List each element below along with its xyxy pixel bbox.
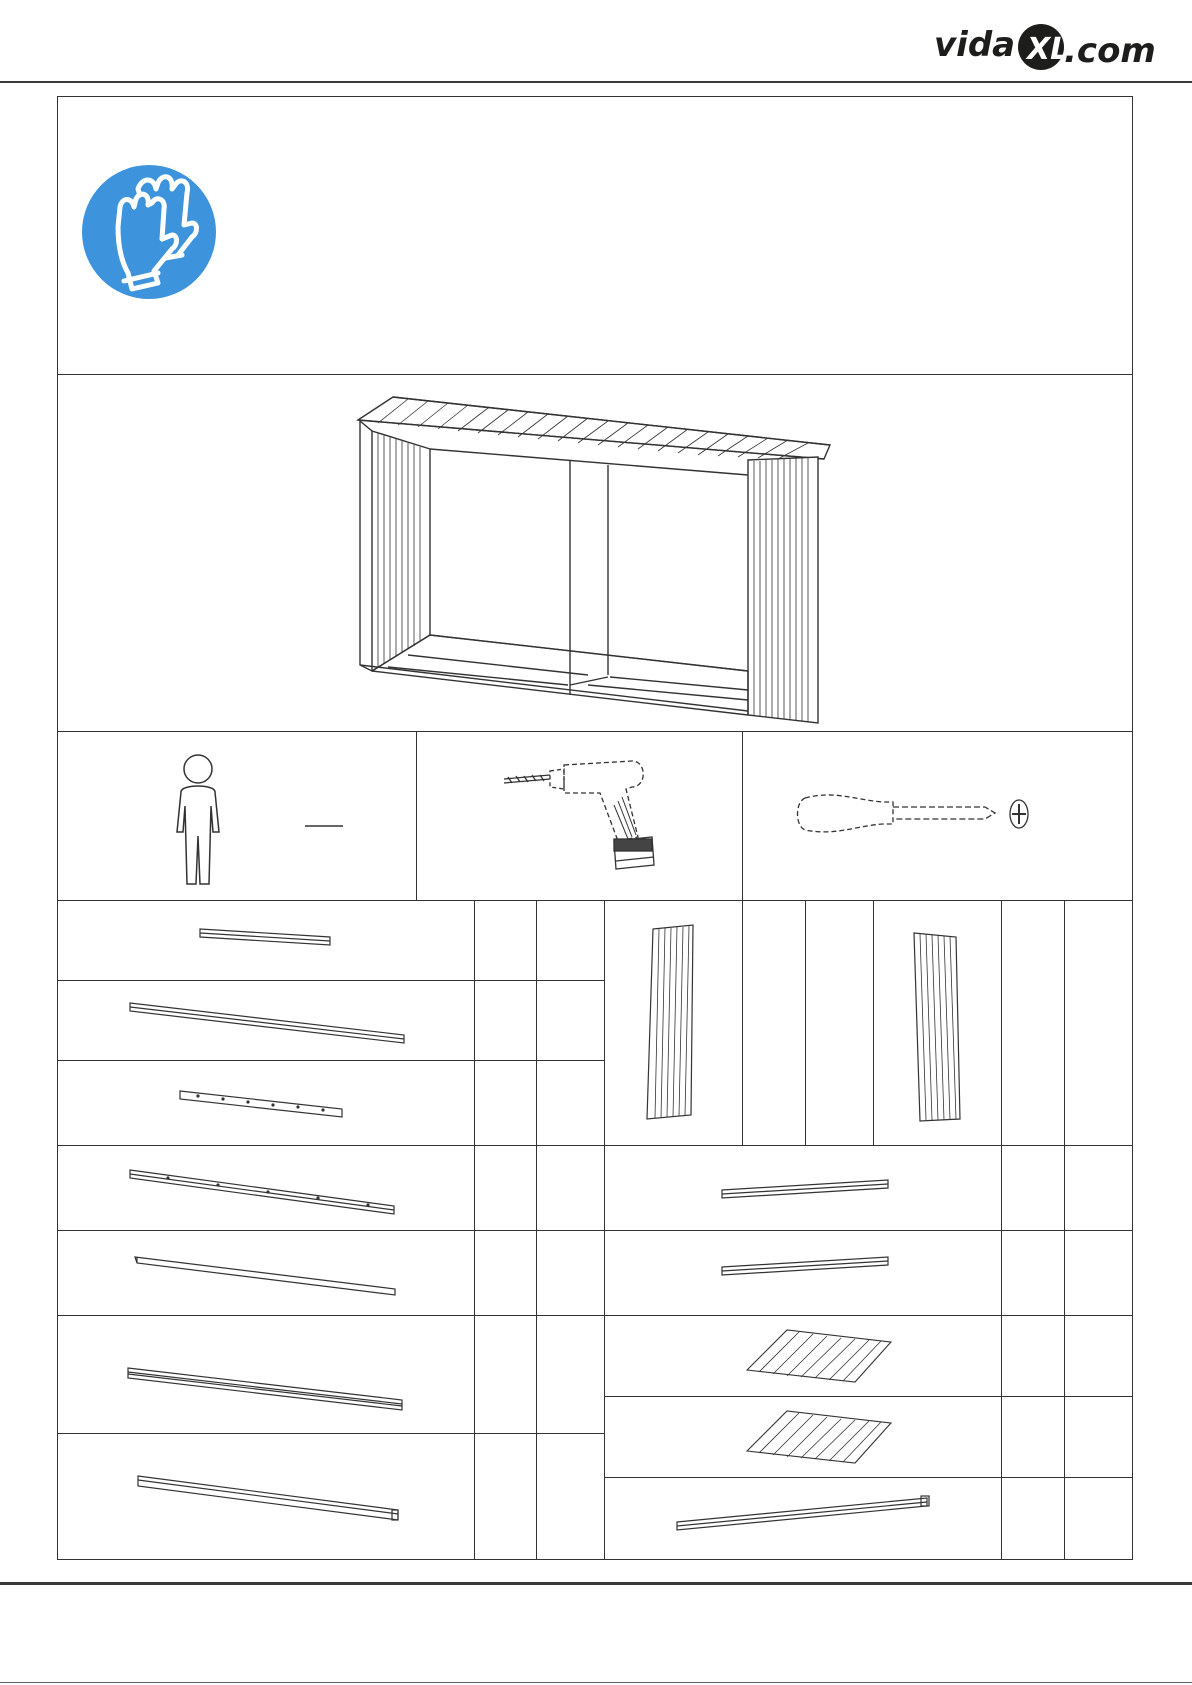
qty-cell — [1001, 1396, 1065, 1478]
code-cell — [536, 1230, 605, 1316]
code-cell — [1064, 1396, 1133, 1478]
qty-cell — [742, 900, 806, 1146]
part-roof-beam — [604, 1477, 1002, 1560]
code-cell — [1064, 900, 1133, 1146]
qty-cell — [474, 980, 537, 1061]
header-rule — [0, 81, 1192, 83]
part-side-wall-panel-a — [604, 900, 743, 1146]
gloves-required-icon — [80, 163, 218, 301]
code-cell — [536, 1060, 605, 1146]
cordless-drill-icon — [502, 757, 682, 882]
part-roof-sheet-a — [604, 1315, 1002, 1397]
qty-cell — [474, 1060, 537, 1146]
code-cell — [536, 1145, 605, 1231]
qty-cell — [474, 1433, 537, 1560]
code-cell — [805, 900, 874, 1146]
code-cell — [1064, 1230, 1133, 1316]
qty-cell — [474, 1315, 537, 1434]
logo-mark: XL — [1027, 32, 1070, 67]
vidaxl-logo — [934, 14, 1156, 76]
code-cell — [536, 980, 605, 1061]
qty-cell — [474, 1145, 537, 1231]
qty-cell — [1001, 1477, 1065, 1560]
qty-cell — [1001, 1315, 1065, 1397]
part-tube-beam — [57, 1433, 475, 1560]
qty-cell — [474, 1230, 537, 1316]
phillips-screwdriver-icon — [795, 790, 1035, 840]
footer-rule — [0, 1582, 1192, 1585]
qty-cell — [1001, 1230, 1065, 1316]
logo-suffix: .com — [1064, 31, 1156, 71]
part-angle-bar — [57, 1230, 475, 1316]
person-icon — [163, 744, 343, 894]
logo-prefix: vida — [934, 25, 1016, 65]
part-short-rail — [57, 900, 475, 981]
logo-xl-mark — [1018, 24, 1069, 70]
part-floor-beam — [57, 1145, 475, 1231]
qty-cell — [1001, 900, 1065, 1146]
drill-cell — [416, 731, 743, 901]
part-roof-rail-a — [604, 1145, 1002, 1231]
product-section — [57, 374, 1133, 732]
part-long-channel — [57, 1315, 475, 1434]
page-bottom-rule — [0, 1682, 1192, 1683]
code-cell — [1064, 1315, 1133, 1397]
code-cell — [536, 900, 605, 981]
qty-cell — [1001, 1145, 1065, 1231]
part-punched-rail — [57, 1060, 475, 1146]
code-cell — [536, 1315, 605, 1434]
code-cell — [1064, 1477, 1133, 1560]
part-roof-sheet-b — [604, 1396, 1002, 1478]
helpers-cell — [57, 731, 417, 901]
part-side-wall-panel-b — [873, 900, 1002, 1146]
log-store-shed-illustration — [348, 385, 848, 725]
safety-section — [57, 96, 1133, 375]
code-cell — [1064, 1145, 1133, 1231]
code-cell — [536, 1433, 605, 1560]
screwdriver-cell — [742, 731, 1133, 901]
part-roof-rail-b — [604, 1230, 1002, 1316]
part-long-rail — [57, 980, 475, 1061]
qty-cell — [474, 900, 537, 981]
